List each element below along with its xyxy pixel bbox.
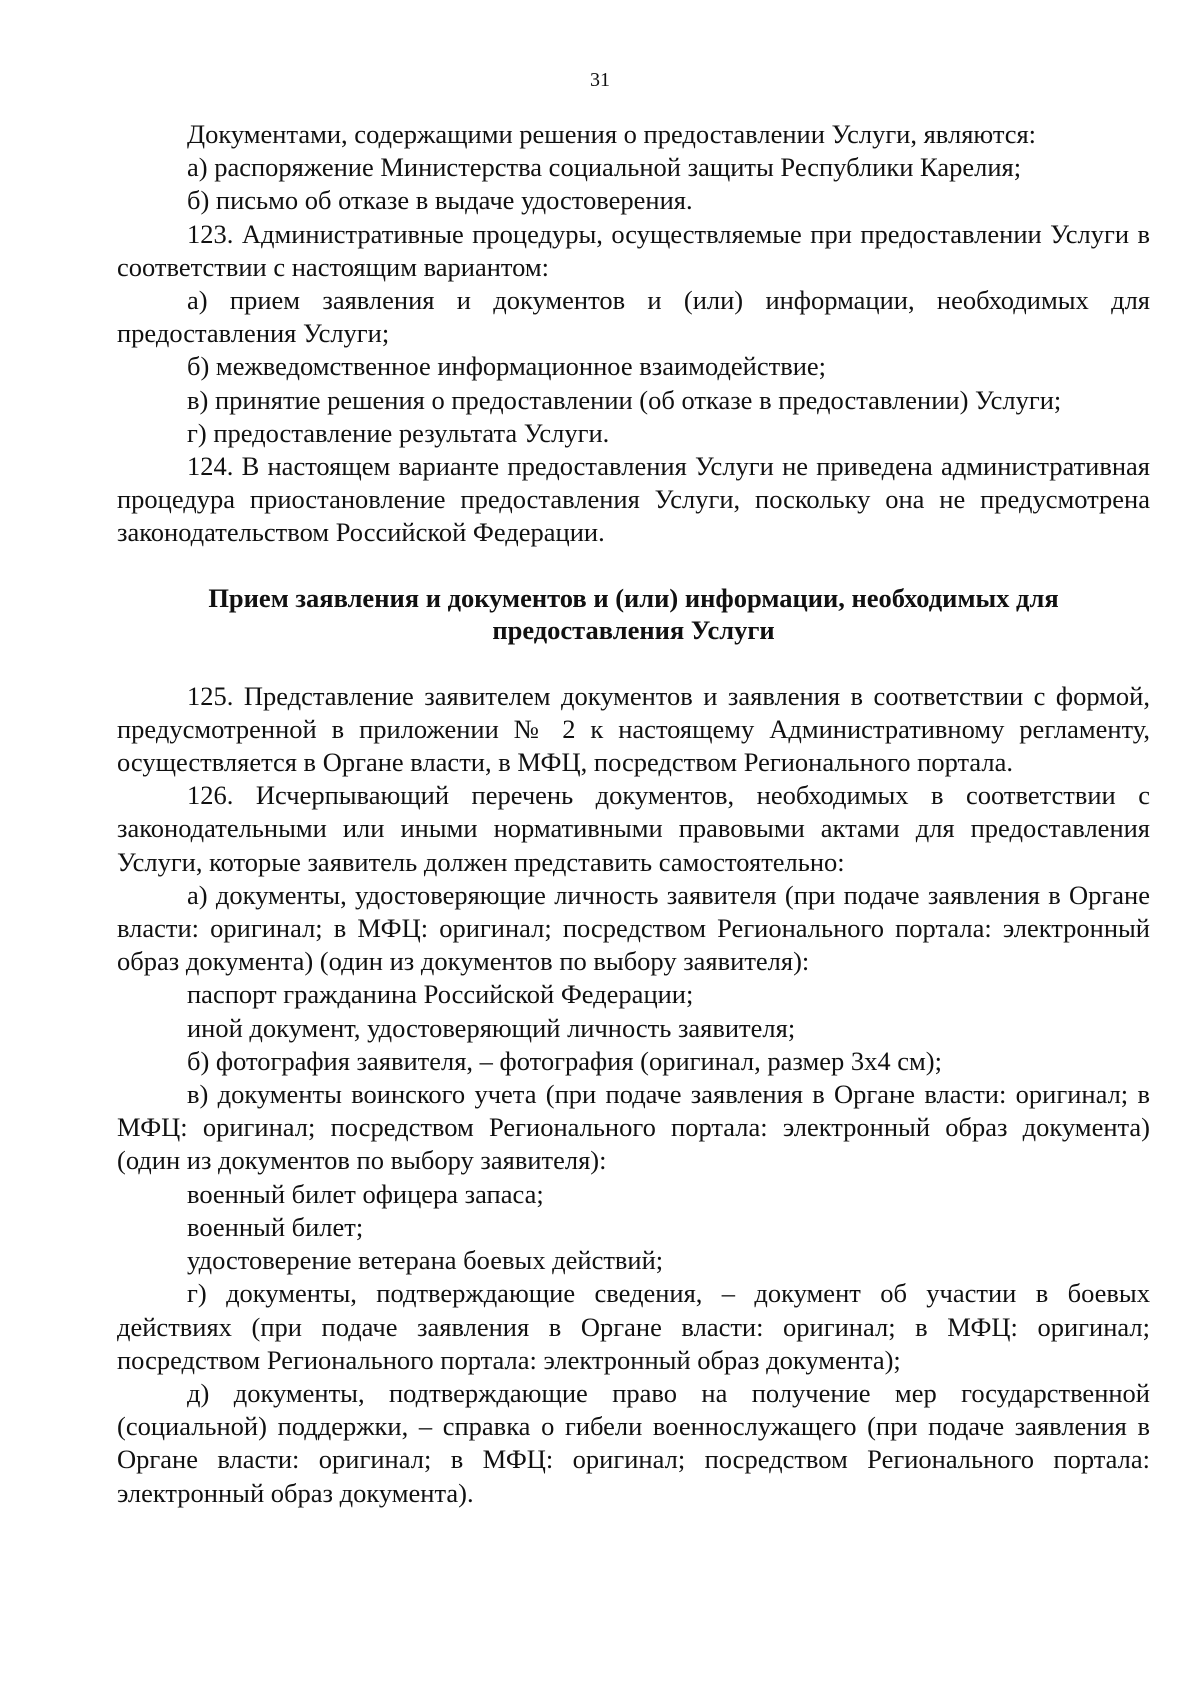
document-body — [117, 118, 1150, 1510]
section-heading-line-2: предоставления Услуги — [492, 614, 775, 645]
section-heading-line-1: Прием заявления и документов и (или) информации, необходимых для — [208, 582, 1059, 613]
paragraph-123: 123. Административные процедуры, осуществляемые при предоставлении Услуги в соответствии с настоящим вариантом: — [117, 218, 1150, 282]
list-item-passport: паспорт гражданина Российской Федерации; — [187, 979, 694, 1010]
list-item-e-support-rights: д) документы, подтверждающие право на получение мер государственной (социальной) поддержки, – справка о гибели военнослужащего (при подаче заявления в Органе власти: оригинал; в МФЦ: оригинал; посредством Регионального портала: электронный образ документа). — [117, 1377, 1150, 1508]
list-item-other-id: иной документ, удостоверяющий личность заявителя; — [187, 1012, 796, 1043]
paragraph-126: 126. Исчерпывающий перечень документов, необходимых в соответствии с законодательными или иными нормативными правовыми актами для предоставления Услуги, которые заявитель должен представить самостоятельно: — [117, 780, 1150, 877]
list-item-reserve-officer-id: военный билет офицера запаса; — [187, 1178, 544, 1209]
list-item-a-reception: а) прием заявления и документов и (или) информации, необходимых для предоставления Услуги; — [117, 285, 1150, 349]
list-item-military-id: военный билет; — [187, 1211, 364, 1242]
list-item-b-interagency: б) межведомственное информационное взаимодействие; — [187, 351, 827, 382]
list-item-c-military-documents: в) документы воинского учета (при подаче заявления в Органе власти: оригинал; в МФЦ: оригинал; посредством Регионального портала: электронный образ документа) (один из документов по выбору заявителя): — [117, 1079, 1150, 1176]
list-item-d-combat-participation: г) документы, подтверждающие сведения, – документ об участии в боевых действиях (при подаче заявления в Органе власти: оригинал; в МФЦ: оригинал; посредством Регионального портала: электронный образ документа); — [117, 1278, 1150, 1375]
list-item-c-decision: в) принятие решения о предоставлении (об отказе в предоставлении) Услуги; — [187, 384, 1062, 415]
page-number: 31 — [590, 69, 610, 91]
list-item-a-order: а) распоряжение Министерства социальной защиты Республики Карелия; — [187, 152, 1022, 183]
list-item-a-identity-documents: а) документы, удостоверяющие личность заявителя (при подаче заявления в Органе власти: оригинал; в МФЦ: оригинал; посредством Регионального портала: электронный образ документа) (один из документов по выбору заявителя): — [117, 879, 1150, 977]
list-item-veteran-certificate: удостоверение ветерана боевых действий; — [187, 1245, 664, 1276]
paragraph-125: 125. Представление заявителем документов и заявления в соответствии с формой, предусмотренной в приложении № 2 к настоящему Административному регламенту, осуществляется в Органе власти, в МФЦ, посредством Регионального портала. — [117, 680, 1150, 778]
list-item-b-refusal-letter: б) письмо об отказе в выдаче удостоверения. — [187, 185, 693, 216]
list-item-d-result: г) предоставление результата Услуги. — [187, 417, 610, 448]
section-heading — [117, 582, 1150, 646]
paragraph-decision-documents: Документами, содержащими решения о предоставлении Услуги, являются: — [187, 119, 1037, 149]
list-item-b-photo: б) фотография заявителя, – фотография (оригинал, размер 3x4 см); — [187, 1045, 942, 1076]
paragraph-124: 124. В настоящем варианте предоставления Услуги не приведена административная процедура приостановление предоставления Услуги, поскольку она не предусмотрена законодательством Российской Федерации. — [117, 451, 1150, 548]
